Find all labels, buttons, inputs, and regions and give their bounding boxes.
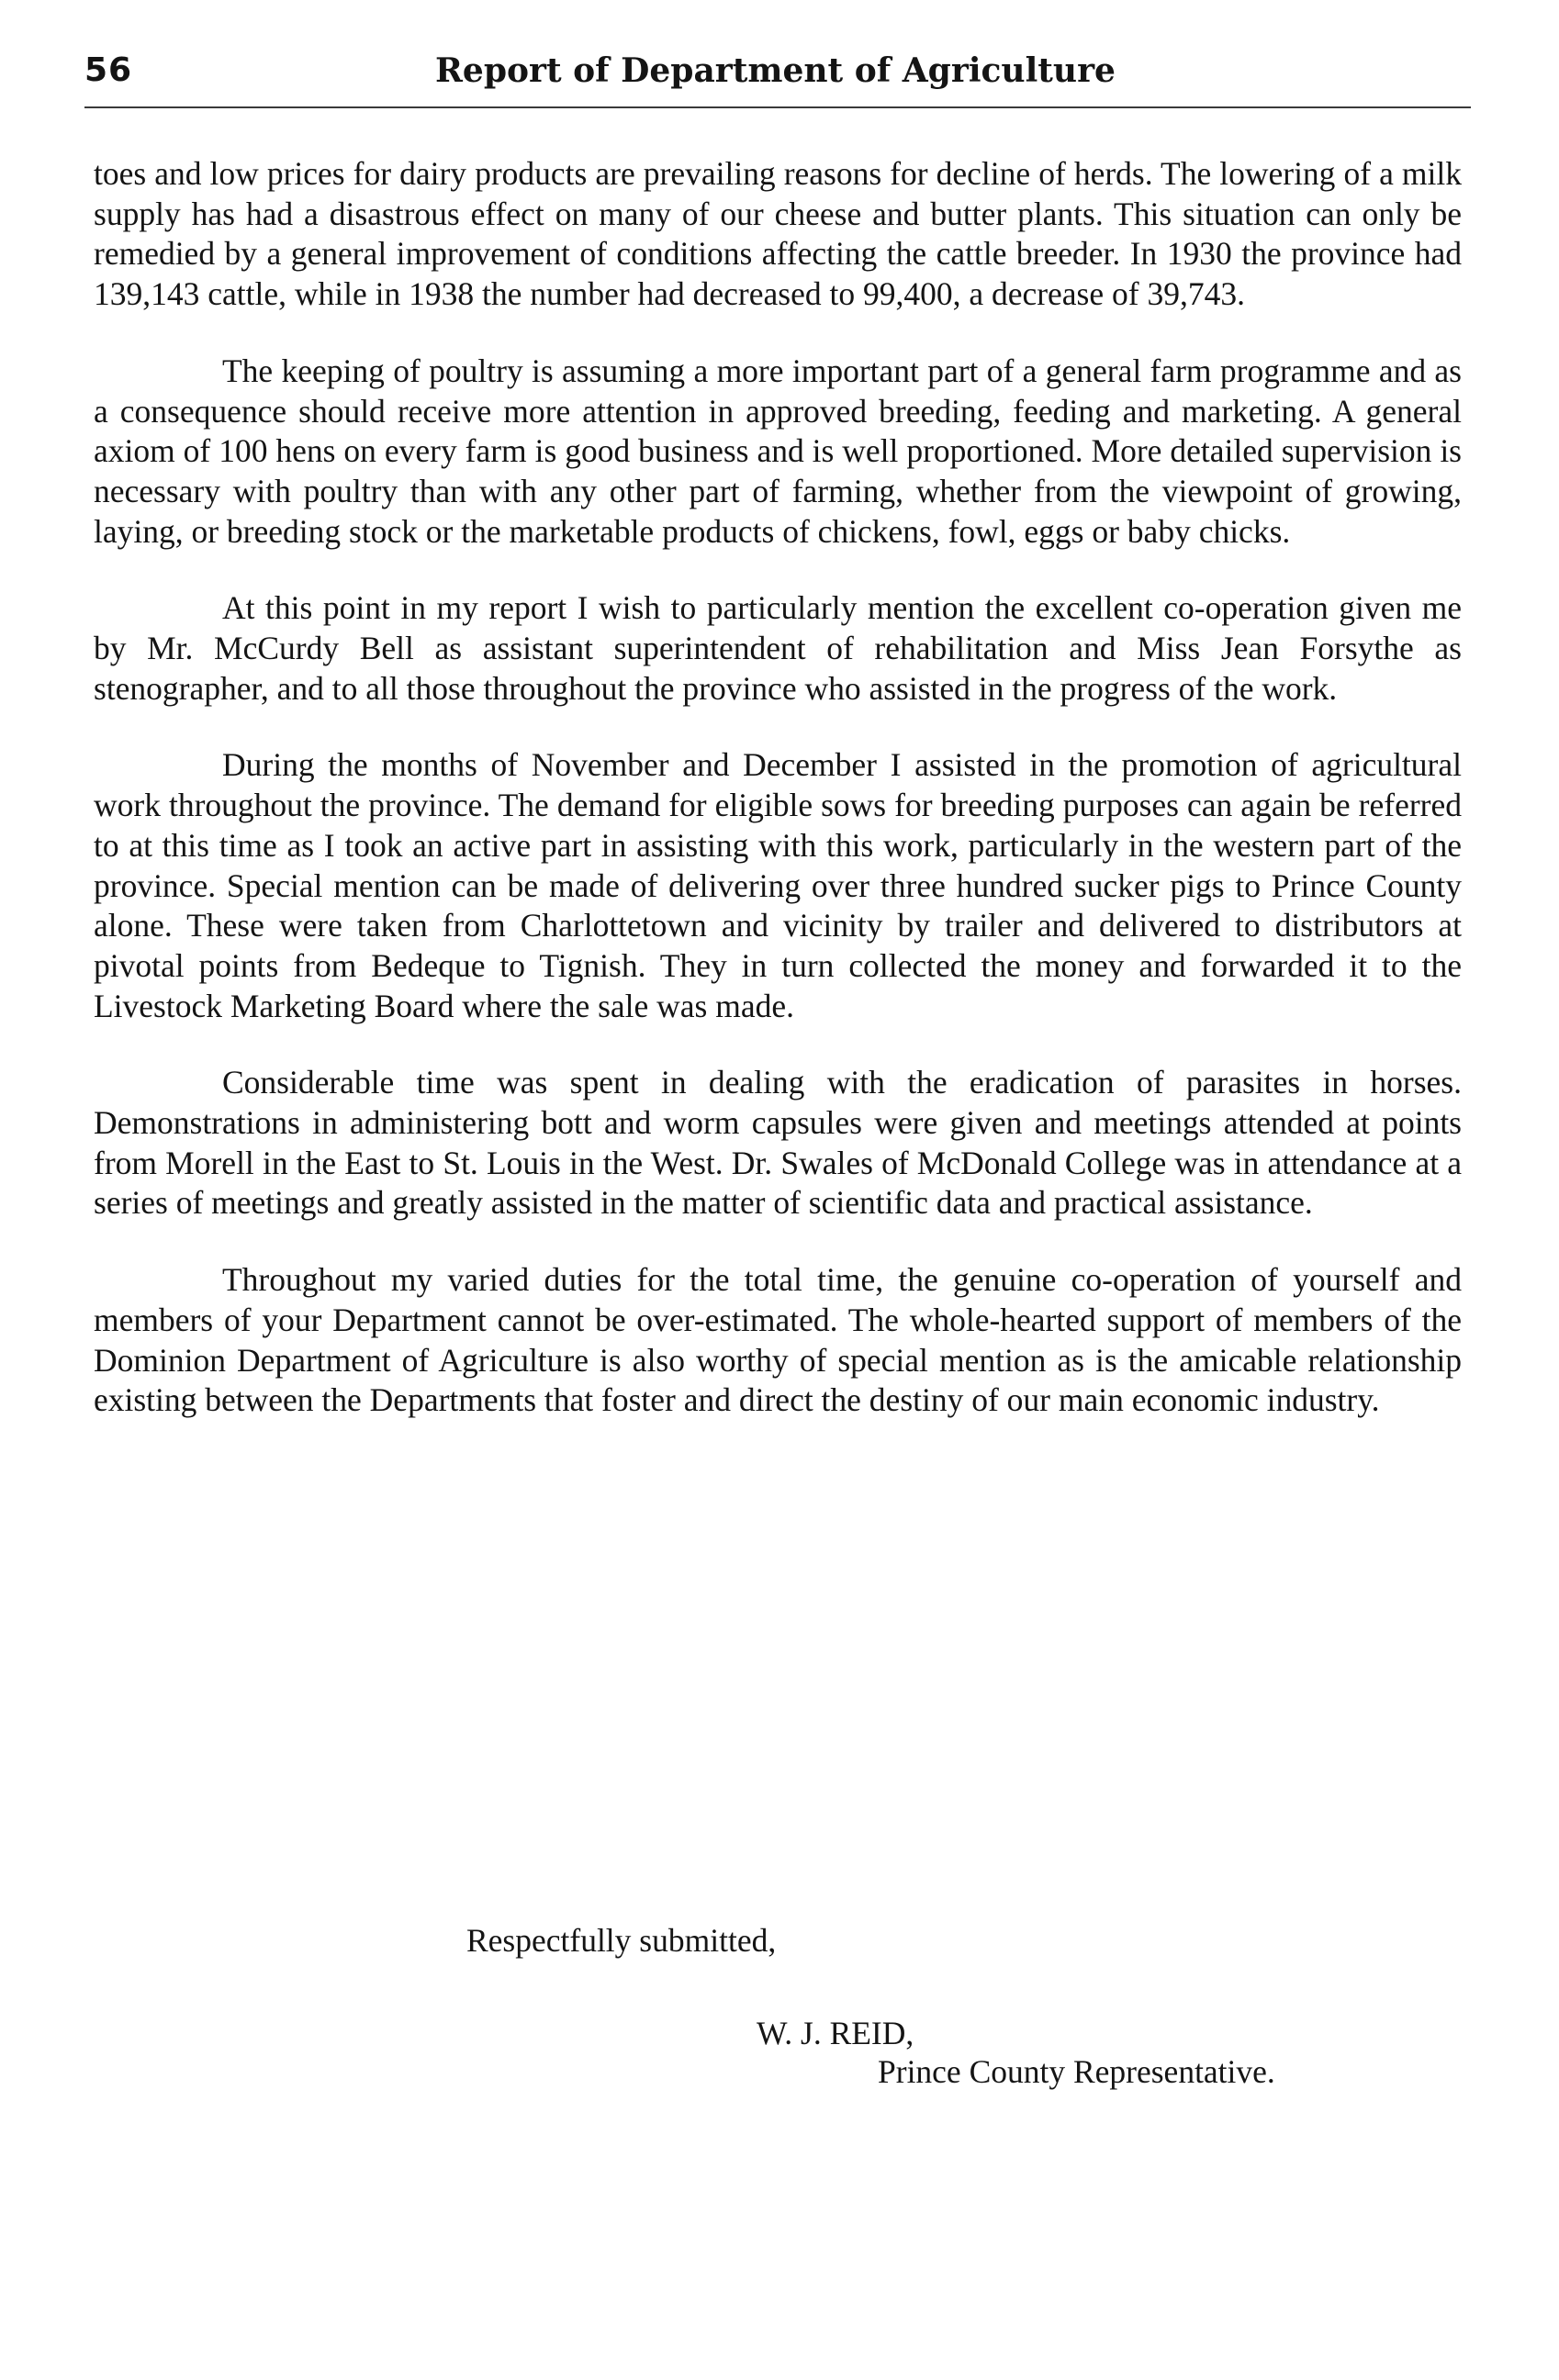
paragraph-cooperation: Throughout my varied duties for the total time, the genuine co-operation of yourself and members of your Department cannot be over-estimated. The whole-hearted support of members of the Dominion Department of Agriculture is also worthy of special mention as is the amicable relationship existing between the Departments that foster and direct the destiny of our main economic industry. bbox=[94, 1261, 1462, 1419]
signatory-title: Prince County Representative. bbox=[878, 2053, 1275, 2090]
paragraph-cattle-decline: toes and low prices for dairy products are prevailing reasons for decline of herds. The lowering of a milk supply has had a disastrous effect on many of our cheese and butter plants. This situation can only be remedied by a general improvement of conditions affecting the cattle breeder. In 1930 the province had 139,143 cattle, while in 1938 the number had decreased to 99,400, a decrease of 39,743. bbox=[94, 155, 1462, 313]
paragraph-horse-parasites: Considerable time was spent in dealing with the eradication of parasites in horses. Demonstrations in administering bott and worm capsules were given and meetings attended at points from Morell in the East to St. Louis in the West. Dr. Swales of McDonald College was in attendance at a series of meetings and greatly assisted in the matter of scientific data and practical assistance. bbox=[94, 1064, 1462, 1222]
paragraph-poultry: The keeping of poultry is assuming a more important part of a general farm programme and as a consequence should receive more attention in approved breeding, feeding and marketing. A general axiom of 100 hens on every farm is good business and is well proportioned. More detailed supervision is necessary with poultry than with any other part of farming, whether from the viewpoint of growing, laying, or breeding stock or the marketable products of chickens, fowl, eggs or baby chicks. bbox=[94, 352, 1462, 550]
report-body bbox=[94, 154, 1462, 1458]
page-number: 56 bbox=[84, 51, 133, 89]
signatory-name: W. J. REID, bbox=[757, 2015, 914, 2051]
salutation: Respectfully submitted, bbox=[466, 1922, 777, 1959]
page-header bbox=[75, 51, 1471, 110]
paragraph-acknowledgements: At this point in my report I wish to particularly mention the excellent co-operation given me by Mr. McCurdy Bell as assistant superintendent of rehabilitation and Miss Jean Forsythe as stenographer, and to all those throughout the province who assisted in the progress of the work. bbox=[94, 589, 1462, 707]
paragraph-sow-distribution: During the months of November and December I assisted in the promotion of agricultural work throughout the province. The demand for eligible sows for breeding purposes can again be referred to at this time as I took an active part in assisting with this work, particularly in the western part of the province. Special mention can be made of delivering over three hundred sucker pigs to Prince County alone. These were taken from Charlottetown and vicinity by trailer and delivered to distributors at pivotal points from Bedeque to Tignish. They in turn collected the money and forwarded it to the Livestock Marketing Board where the sale was made. bbox=[94, 746, 1462, 1024]
header-rule bbox=[84, 106, 1471, 108]
running-head: Report of Department of Agriculture bbox=[435, 51, 1116, 90]
